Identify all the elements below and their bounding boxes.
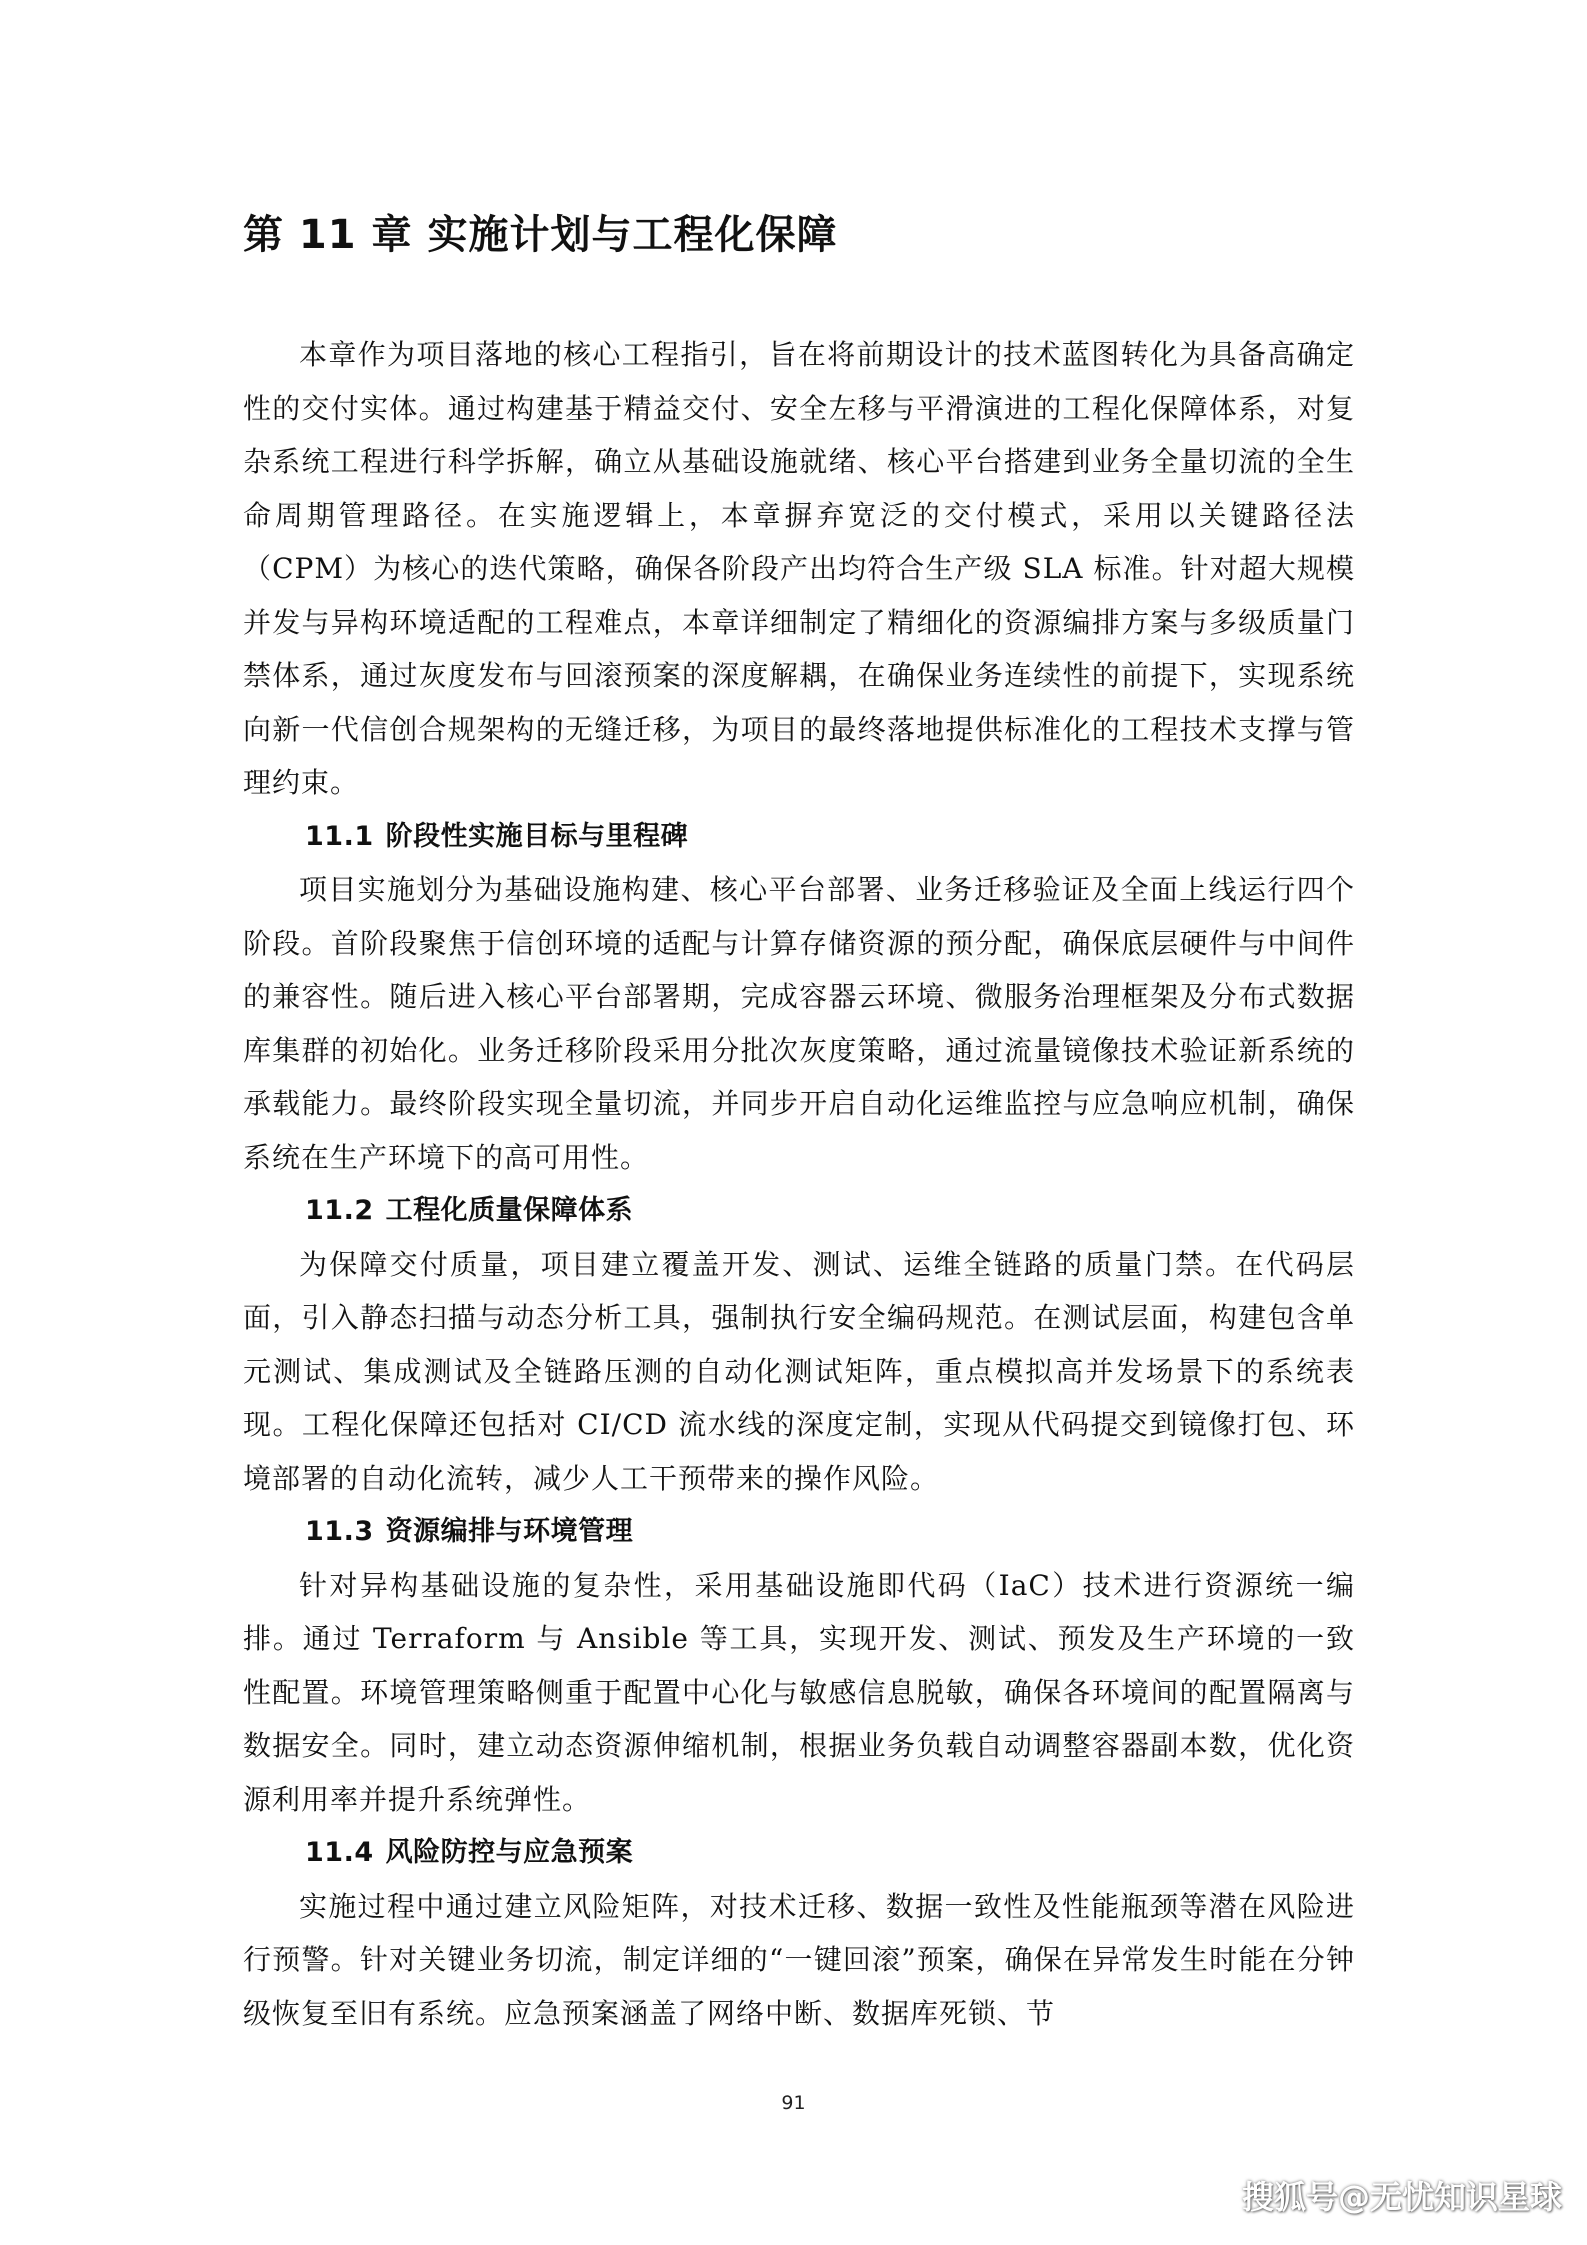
- section-number: 11.4: [305, 1837, 374, 1868]
- section-11-3: [243, 1505, 1355, 1826]
- section-11-1: [243, 810, 1355, 1185]
- intro-paragraph: 本章作为项目落地的核心工程指引，旨在将前期设计的技术蓝图转化为具备高确定性的交付实体。通过构建基于精益交付、安全左移与平滑演进的工程化保障体系，对复杂系统工程进行科学拆解，确立从基础设施就绪、核心平台搭建到业务全量切流的全生命周期管理路径。在实施逻辑上，本章摒弃宽泛的交付模式，采用以关键路径法（CPM）为核心的迭代策略，确保各阶段产出均符合生产级 SLA 标准。针对超大规模并发与异构环境适配的工程难点，本章详细制定了精细化的资源编排方案与多级质量门禁体系，通过灰度发布与回滚预案的深度解耦，在确保业务连续性的前提下，实现系统向新一代信创合规架构的无缝迁移，为项目的最终落地提供标准化的工程技术支撑与管理约束。: [243, 338, 1355, 799]
- body-text: [243, 328, 1355, 2040]
- chapter-title: 第 11 章 实施计划与工程化保障: [243, 212, 838, 258]
- section-number: 11.2: [305, 1195, 374, 1226]
- section-heading: [243, 1505, 1355, 1559]
- section-title: 工程化质量保障体系: [385, 1195, 634, 1226]
- section-heading: [243, 1184, 1355, 1238]
- section-title: 阶段性实施目标与里程碑: [385, 820, 689, 852]
- section-heading: [243, 1826, 1355, 1880]
- section-number: 11.3: [305, 1516, 374, 1547]
- page-number: 91: [781, 2092, 806, 2114]
- section-paragraph: 针对异构基础设施的复杂性，采用基础设施即代码（IaC）技术进行资源统一编排。通过 Terraform 与 Ansible 等工具，实现开发、测试、预发及生产环境的一致性配置。环境管理策略侧重于配置中心化与敏感信息脱敏，确保各环境间的配置隔离与数据安全。同时，建立动态资源伸缩机制，根据业务负载自动调整容器副本数，优化资源利用率并提升系统弹性。: [243, 1568, 1355, 1816]
- section-11-4: [243, 1826, 1355, 2040]
- section-title: 资源编排与环境管理: [385, 1516, 634, 1547]
- section-title: 风险防控与应急预案: [385, 1837, 634, 1868]
- section-number: 11.1: [305, 820, 374, 852]
- section-paragraph: 实施过程中通过建立风险矩阵，对技术迁移、数据一致性及性能瓶颈等潜在风险进行预警。针对关键业务切流，制定详细的“一键回滚”预案，确保在异常发生时能在分钟级恢复至旧有系统。应急预案涵盖了网络中断、数据库死锁、节: [243, 1889, 1355, 2030]
- section-heading: [243, 810, 1355, 864]
- section-paragraph: 项目实施划分为基础设施构建、核心平台部署、业务迁移验证及全面上线运行四个阶段。首阶段聚焦于信创环境的适配与计算存储资源的预分配，确保底层硬件与中间件的兼容性。随后进入核心平台部署期，完成容器云环境、微服务治理框架及分布式数据库集群的初始化。业务迁移阶段采用分批次灰度策略，通过流量镜像技术验证新系统的承载能力。最终阶段实现全量切流，并同步开启自动化运维监控与应急响应机制，确保系统在生产环境下的高可用性。: [243, 873, 1355, 1174]
- section-11-2: [243, 1184, 1355, 1505]
- section-paragraph: 为保障交付质量，项目建立覆盖开发、测试、运维全链路的质量门禁。在代码层面，引入静态扫描与动态分析工具，强制执行安全编码规范。在测试层面，构建包含单元测试、集成测试及全链路压测的自动化测试矩阵，重点模拟高并发场景下的系统表现。工程化保障还包括对 CI/CD 流水线的深度定制，实现从代码提交到镜像打包、环境部署的自动化流转，减少人工干预带来的操作风险。: [243, 1247, 1355, 1495]
- watermark: 搜狐号@无忧知识星球: [1241, 2178, 1562, 2216]
